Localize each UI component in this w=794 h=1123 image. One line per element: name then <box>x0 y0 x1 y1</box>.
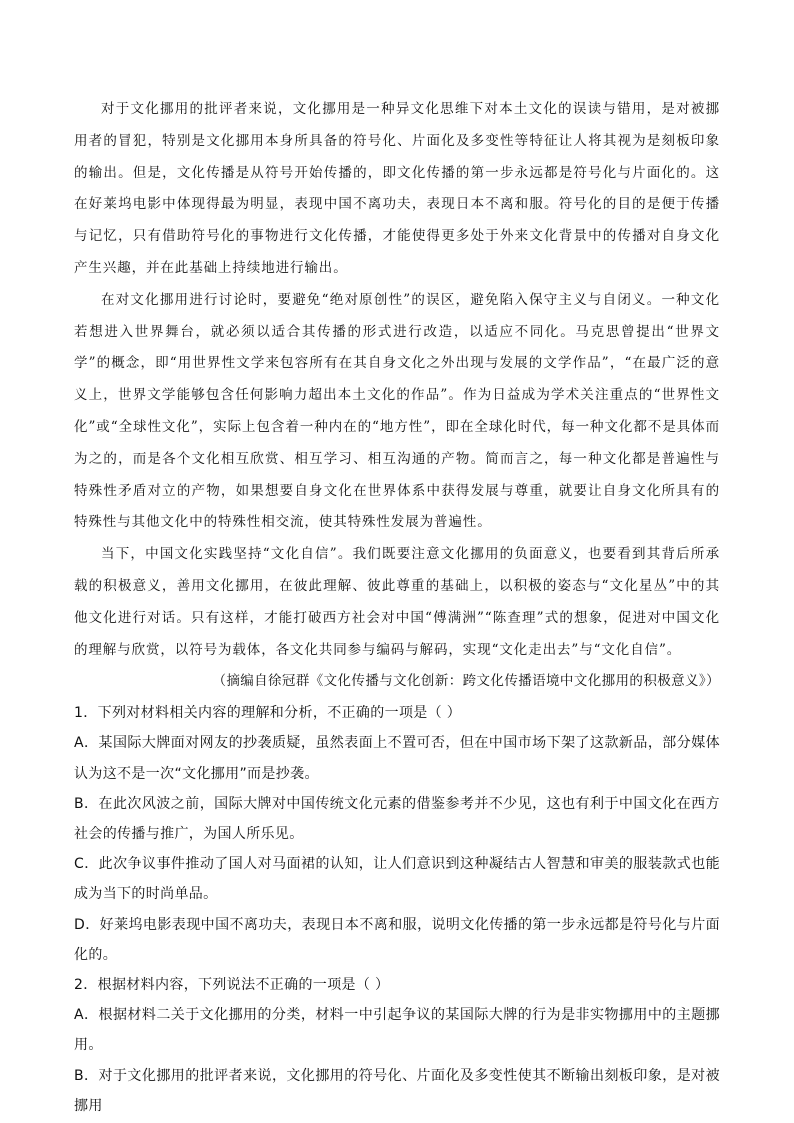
question-1-stem: 1．下列对材料相关内容的理解和分析，不正确的一项是（ ） <box>74 705 462 722</box>
question-1-option-b: B．在此次风波之前，国际大牌对中国传统文化元素的借鉴参考并不少见，这也有利于中国文化在西方社会的传播与推广，为国人所乐见。 <box>74 795 720 842</box>
article-source: （摘编自徐冠群《文化传播与文化创新：跨文化传播语境中文化挪用的积极意义》） <box>212 673 720 690</box>
question-2-stem: 2．根据材料内容，下列说法不正确的一项是（ ） <box>74 976 390 993</box>
document-body <box>74 94 720 1121</box>
question-1 <box>74 698 720 970</box>
question-2 <box>74 970 720 1121</box>
question-1-option-a: A．某国际大牌面对网友的抄袭质疑，虽然表面上不置可否，但在中国市场下架了这款新品，部分媒体认为这不是一次“文化挪用”而是抄袭。 <box>74 735 720 782</box>
article-paragraph-2: 在对文化挪用进行讨论时，要避免“绝对原创性”的误区，避免陷入保守主义与自闭义。一种文化若想进入世界舞台，就必须以适合其传播的形式进行改造，以适应不同化。马克思曾提出“世界文学”的概念，即“用世界性文学来包容所有在其自身文化之外出现与发展的文学作品”，“在最广泛的意义上，世界文学能够包含任何影响力超出本土文化的作品”。作为日益成为学术关注重点的“世界性文化”或“全球性文化”，实际上包含着一种内在的“地方性”，即在全球化时代，每一种文化都不是具体而为之的，而是各个文化相互欣赏、相互学习、相互沟通的产物。简而言之，每一种文化都是普遍性与特殊性矛盾对立的产物，如果想要自身文化在世界体系中获得发展与尊重，就要让自身文化所具有的特殊性与其他文化中的特殊性相交流，使其特殊性发展为普遍性。 <box>74 291 720 531</box>
article-paragraph-3: 当下，中国文化实践坚持“文化自信”。我们既要注意文化挪用的负面意义，也要看到其背后所承载的积极意义，善用文化挪用，在彼此理解、彼此尊重的基础上，以积极的姿态与“文化星丛”中的其他文化进行对话。只有这样，才能打破西方社会对中国“傅满洲”“陈查理”式的想象，促进对中国文化的理解与欣赏，以符号为载体，各文化共同参与编码与解码，实现“文化走出去”与“文化自信”。 <box>74 546 720 658</box>
article-paragraph-1: 对于文化挪用的批评者来说，文化挪用是一种异文化思维下对本土文化的误读与错用，是对被挪用者的冒犯，特别是文化挪用本身所具备的符号化、片面化及多变性等特征让人将其视为是刻板印象的输出。但是，文化传播是从符号开始传播的，即文化传播的第一步永远都是符号化与片面化的。这在好莱坞电影中体现得最为明显，表现中国不离功夫，表现日本不离和服。符号化的目的是便于传播与记忆，只有借助符号化的事物进行文化传播，才能使得更多处于外来文化背景中的传播对自身文化产生兴趣，并在此基础上持续地进行输出。 <box>74 101 720 276</box>
question-2-option-b: B．对于文化挪用的批评者来说，文化挪用的符号化、片面化及多变性使其不断输出刻板印象，是对被挪用 <box>74 1067 720 1114</box>
question-2-option-a: A．根据材料二关于文化挪用的分类，材料一中引起争议的某国际大牌的行为是非实物挪用中的主题挪用。 <box>74 1007 720 1054</box>
question-1-option-d: D．好莱坞电影表现中国不离功夫，表现日本不离和服，说明文化传播的第一步永远都是符号化与片面化的。 <box>74 916 720 963</box>
question-1-option-c: C．此次争议事件推动了国人对马面裙的认知，让人们意识到这种凝结古人智慧和审美的服装款式也能成为当下的时尚单品。 <box>74 856 720 903</box>
